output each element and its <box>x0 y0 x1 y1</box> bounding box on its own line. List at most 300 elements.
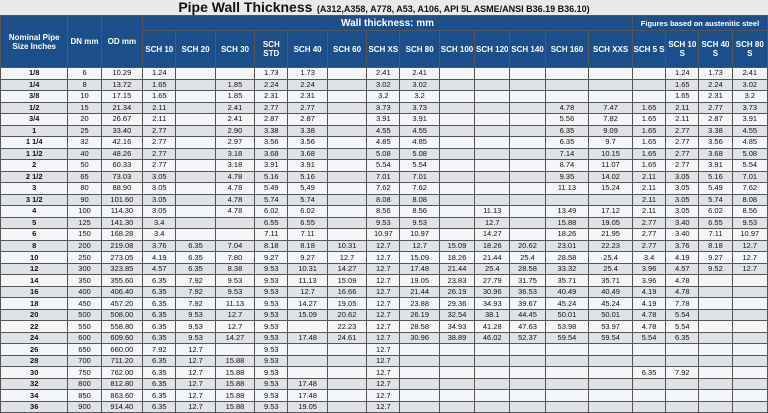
cell-thickness: 12.7 <box>475 217 510 229</box>
cell-thickness: 3.4 <box>143 229 176 241</box>
cell-thickness <box>176 114 215 126</box>
cell-dn: 550 <box>68 321 101 333</box>
cell-thickness: 22.23 <box>589 240 633 252</box>
cell-nps: 12 <box>1 263 68 275</box>
cell-thickness: 3.18 <box>215 160 254 172</box>
cell-thickness: 8.56 <box>400 206 439 218</box>
cell-thickness <box>632 401 665 413</box>
cell-thickness: 12.7 <box>367 240 400 252</box>
cell-thickness <box>699 355 732 367</box>
cell-thickness <box>400 378 439 390</box>
cell-thickness: 7.82 <box>589 114 633 126</box>
cell-thickness: 5.54 <box>400 160 439 172</box>
cell-thickness: 28.58 <box>510 263 545 275</box>
cell-thickness: 2.77 <box>666 148 699 160</box>
cell-thickness: 23.83 <box>439 275 474 287</box>
cell-thickness: 4.78 <box>545 102 589 114</box>
cell-thickness: 3.02 <box>732 79 767 91</box>
cell-thickness <box>589 91 633 103</box>
cell-thickness: 14.02 <box>589 171 633 183</box>
cell-thickness: 9.53 <box>732 217 767 229</box>
cell-thickness: 12.7 <box>367 298 400 310</box>
cell-dn: 500 <box>68 309 101 321</box>
cell-thickness: 9.7 <box>589 137 633 149</box>
cell-thickness <box>699 275 732 287</box>
cell-dn: 650 <box>68 344 101 356</box>
table-row <box>1 91 768 103</box>
cell-thickness: 4.78 <box>215 183 254 195</box>
cell-thickness <box>510 355 545 367</box>
cell-thickness: 15.88 <box>215 367 254 379</box>
table-row <box>1 240 768 252</box>
cell-thickness: 3.68 <box>699 148 732 160</box>
cell-thickness: 2.24 <box>288 79 327 91</box>
table-row <box>1 344 768 356</box>
cell-thickness <box>288 367 327 379</box>
cell-thickness: 2.11 <box>632 171 665 183</box>
header-schedule: SCH XXS <box>589 31 633 68</box>
cell-thickness <box>439 206 474 218</box>
cell-thickness: 1.65 <box>143 79 176 91</box>
cell-thickness: 6.02 <box>288 206 327 218</box>
cell-thickness: 15.88 <box>215 355 254 367</box>
cell-nps: 20 <box>1 309 68 321</box>
cell-thickness <box>475 79 510 91</box>
cell-thickness <box>327 137 366 149</box>
cell-thickness: 12.7 <box>176 355 215 367</box>
cell-thickness: 9.27 <box>699 252 732 264</box>
cell-thickness <box>327 114 366 126</box>
header-schedule: SCH 120 <box>475 31 510 68</box>
cell-nps: 4 <box>1 206 68 218</box>
cell-thickness: 19.05 <box>288 401 327 413</box>
cell-thickness: 3.05 <box>666 183 699 195</box>
cell-thickness: 25.4 <box>589 252 633 264</box>
cell-thickness: 5.54 <box>666 321 699 333</box>
cell-thickness <box>176 125 215 137</box>
cell-thickness: 32.54 <box>439 309 474 321</box>
cell-thickness <box>732 355 767 367</box>
cell-thickness: 2.77 <box>632 217 665 229</box>
cell-thickness: 3.40 <box>666 229 699 241</box>
cell-thickness: 12.7 <box>367 378 400 390</box>
cell-nps: 1 1/4 <box>1 137 68 149</box>
cell-nps: 1/4 <box>1 79 68 91</box>
cell-dn: 125 <box>68 217 101 229</box>
cell-thickness: 12.7 <box>327 252 366 264</box>
cell-thickness: 6.35 <box>143 298 176 310</box>
cell-thickness: 7.11 <box>255 229 288 241</box>
cell-thickness: 3.05 <box>143 194 176 206</box>
cell-thickness: 12.7 <box>367 344 400 356</box>
cell-dn: 350 <box>68 275 101 287</box>
cell-thickness: 5.16 <box>255 171 288 183</box>
cell-thickness: 2.87 <box>255 114 288 126</box>
cell-dn: 90 <box>68 194 101 206</box>
cell-thickness <box>439 68 474 80</box>
table-row <box>1 378 768 390</box>
cell-thickness: 28.58 <box>400 321 439 333</box>
header-schedule: SCH 80 S <box>732 31 767 68</box>
cell-nps: 22 <box>1 321 68 333</box>
cell-thickness: 2.11 <box>632 183 665 195</box>
cell-od: 914.40 <box>101 401 143 413</box>
cell-od: 60.33 <box>101 160 143 172</box>
cell-thickness <box>510 137 545 149</box>
cell-thickness <box>176 102 215 114</box>
cell-thickness: 6.35 <box>143 275 176 287</box>
cell-thickness <box>632 91 665 103</box>
cell-dn: 250 <box>68 252 101 264</box>
cell-od: 660.00 <box>101 344 143 356</box>
cell-thickness: 1.24 <box>666 68 699 80</box>
cell-thickness: 2.87 <box>699 114 732 126</box>
cell-thickness: 12.7 <box>176 401 215 413</box>
cell-thickness <box>632 378 665 390</box>
cell-od: 33.40 <box>101 125 143 137</box>
cell-thickness: 3.4 <box>632 252 665 264</box>
cell-thickness: 9.53 <box>255 390 288 402</box>
cell-thickness: 25.4 <box>475 263 510 275</box>
cell-thickness: 3.05 <box>666 171 699 183</box>
cell-dn: 20 <box>68 114 101 126</box>
header-schedule: SCH 60 <box>327 31 366 68</box>
cell-thickness: 9.53 <box>215 275 254 287</box>
cell-thickness: 18.26 <box>475 240 510 252</box>
cell-thickness: 35.71 <box>589 275 633 287</box>
cell-thickness: 14.27 <box>288 298 327 310</box>
cell-thickness: 4.85 <box>367 137 400 149</box>
cell-thickness: 12.7 <box>215 321 254 333</box>
cell-thickness <box>475 160 510 172</box>
cell-thickness: 9.53 <box>255 378 288 390</box>
cell-thickness <box>589 344 633 356</box>
cell-thickness: 2.77 <box>255 102 288 114</box>
cell-thickness: 7.92 <box>666 367 699 379</box>
cell-thickness: 11.07 <box>589 160 633 172</box>
cell-thickness: 2.77 <box>143 160 176 172</box>
cell-thickness <box>475 355 510 367</box>
cell-thickness: 2.77 <box>699 102 732 114</box>
cell-thickness: 17.12 <box>589 206 633 218</box>
cell-thickness: 7.14 <box>545 148 589 160</box>
cell-od: 48.26 <box>101 148 143 160</box>
header-schedule: SCH 100 <box>439 31 474 68</box>
cell-thickness: 4.19 <box>632 286 665 298</box>
cell-thickness: 12.7 <box>367 252 400 264</box>
cell-thickness <box>545 355 589 367</box>
cell-nps: 3 1/2 <box>1 194 68 206</box>
cell-thickness: 38.89 <box>439 332 474 344</box>
cell-thickness: 2.11 <box>143 114 176 126</box>
cell-nps: 3/8 <box>1 91 68 103</box>
cell-thickness: 6.35 <box>143 355 176 367</box>
cell-nps: 5 <box>1 217 68 229</box>
cell-thickness <box>327 171 366 183</box>
cell-thickness: 6.55 <box>699 217 732 229</box>
cell-thickness: 10.97 <box>400 229 439 241</box>
cell-thickness <box>400 401 439 413</box>
cell-thickness: 6.35 <box>666 332 699 344</box>
header-nominal-pipe-size: Nominal Pipe Size Inches <box>1 16 68 68</box>
cell-dn: 400 <box>68 286 101 298</box>
cell-thickness <box>510 114 545 126</box>
cell-thickness: 12.7 <box>367 286 400 298</box>
cell-thickness <box>632 390 665 402</box>
cell-thickness: 6.55 <box>255 217 288 229</box>
table-row <box>1 275 768 287</box>
cell-thickness: 2.41 <box>215 102 254 114</box>
header-schedule: SCH 5 S <box>632 31 665 68</box>
cell-thickness: 5.74 <box>255 194 288 206</box>
cell-thickness <box>439 217 474 229</box>
cell-thickness: 4.78 <box>666 286 699 298</box>
cell-thickness <box>666 390 699 402</box>
cell-thickness: 15.88 <box>215 401 254 413</box>
cell-thickness <box>327 378 366 390</box>
cell-thickness: 2.31 <box>288 91 327 103</box>
cell-thickness: 7.62 <box>732 183 767 195</box>
cell-thickness: 7.04 <box>215 240 254 252</box>
cell-thickness: 12.7 <box>367 332 400 344</box>
cell-thickness <box>699 401 732 413</box>
cell-thickness <box>666 401 699 413</box>
cell-thickness: 15.09 <box>327 275 366 287</box>
cell-thickness <box>545 194 589 206</box>
title-main: Pipe Wall Thickness <box>178 0 313 15</box>
cell-thickness <box>439 148 474 160</box>
cell-thickness: 15.09 <box>439 240 474 252</box>
cell-thickness: 12.7 <box>367 390 400 402</box>
cell-thickness: 8.08 <box>367 194 400 206</box>
cell-thickness: 15.09 <box>400 252 439 264</box>
cell-thickness: 9.53 <box>255 355 288 367</box>
cell-thickness: 6.35 <box>176 263 215 275</box>
cell-nps: 36 <box>1 401 68 413</box>
page-title <box>0 0 768 15</box>
table-row <box>1 252 768 264</box>
cell-thickness <box>215 217 254 229</box>
cell-thickness: 2.31 <box>699 91 732 103</box>
cell-dn: 32 <box>68 137 101 149</box>
cell-thickness <box>327 206 366 218</box>
cell-thickness: 9.53 <box>255 275 288 287</box>
cell-od: 13.72 <box>101 79 143 91</box>
cell-thickness: 2.97 <box>215 137 254 149</box>
cell-thickness <box>510 148 545 160</box>
cell-thickness <box>475 378 510 390</box>
cell-thickness: 3.91 <box>732 114 767 126</box>
cell-thickness <box>475 102 510 114</box>
cell-thickness: 39.67 <box>510 298 545 310</box>
cell-thickness: 2.11 <box>666 102 699 114</box>
cell-thickness: 2.41 <box>732 68 767 80</box>
cell-thickness: 5.16 <box>288 171 327 183</box>
cell-od: 323.85 <box>101 263 143 275</box>
cell-thickness <box>327 125 366 137</box>
cell-thickness <box>327 91 366 103</box>
cell-thickness <box>327 344 366 356</box>
table-row <box>1 206 768 218</box>
cell-nps: 1/2 <box>1 102 68 114</box>
cell-thickness <box>589 79 633 91</box>
cell-thickness <box>589 194 633 206</box>
cell-thickness: 5.74 <box>288 194 327 206</box>
cell-thickness <box>327 79 366 91</box>
cell-dn: 100 <box>68 206 101 218</box>
cell-thickness: 53.98 <box>545 321 589 333</box>
cell-thickness <box>699 286 732 298</box>
table-row <box>1 194 768 206</box>
cell-thickness: 4.55 <box>400 125 439 137</box>
cell-thickness: 41.28 <box>475 321 510 333</box>
cell-thickness <box>732 401 767 413</box>
cell-thickness: 59.54 <box>589 332 633 344</box>
cell-thickness: 3.05 <box>143 206 176 218</box>
cell-thickness: 3.56 <box>288 137 327 149</box>
table-row <box>1 160 768 172</box>
cell-thickness: 2.77 <box>288 102 327 114</box>
cell-thickness <box>510 68 545 80</box>
header-schedule: SCH 80 <box>400 31 439 68</box>
table-row <box>1 217 768 229</box>
cell-thickness: 5.08 <box>400 148 439 160</box>
cell-thickness: 1.65 <box>632 102 665 114</box>
cell-thickness: 1.65 <box>632 148 665 160</box>
cell-thickness <box>545 378 589 390</box>
cell-thickness: 3.56 <box>255 137 288 149</box>
cell-dn: 65 <box>68 171 101 183</box>
cell-thickness: 40.49 <box>545 286 589 298</box>
cell-thickness: 8.18 <box>288 240 327 252</box>
table-row <box>1 137 768 149</box>
header-schedule: SCH XS <box>367 31 400 68</box>
cell-thickness: 7.92 <box>176 286 215 298</box>
cell-thickness: 2.24 <box>255 79 288 91</box>
cell-thickness: 30.96 <box>400 332 439 344</box>
cell-thickness <box>545 79 589 91</box>
cell-thickness <box>632 79 665 91</box>
cell-thickness <box>510 229 545 241</box>
cell-thickness: 8.18 <box>699 240 732 252</box>
cell-thickness <box>475 183 510 195</box>
cell-thickness: 17.48 <box>288 390 327 402</box>
cell-thickness: 21.95 <box>589 229 633 241</box>
cell-thickness: 6.35 <box>176 252 215 264</box>
cell-thickness: 3.38 <box>288 125 327 137</box>
cell-nps: 8 <box>1 240 68 252</box>
cell-thickness: 6.35 <box>143 390 176 402</box>
cell-nps: 10 <box>1 252 68 264</box>
cell-od: 219.08 <box>101 240 143 252</box>
cell-thickness: 2.24 <box>699 79 732 91</box>
cell-thickness <box>732 286 767 298</box>
cell-thickness: 40.49 <box>589 286 633 298</box>
cell-thickness: 3.56 <box>699 137 732 149</box>
cell-od: 101.60 <box>101 194 143 206</box>
cell-thickness <box>475 194 510 206</box>
cell-thickness: 6.35 <box>176 240 215 252</box>
header-schedule: SCH 30 <box>215 31 254 68</box>
cell-thickness: 12.7 <box>176 378 215 390</box>
cell-thickness: 1.65 <box>632 137 665 149</box>
cell-thickness: 15.24 <box>589 183 633 195</box>
cell-thickness: 1.85 <box>215 79 254 91</box>
cell-thickness: 15.88 <box>545 217 589 229</box>
cell-thickness: 7.78 <box>666 298 699 310</box>
cell-thickness <box>400 355 439 367</box>
cell-thickness <box>589 367 633 379</box>
cell-thickness: 12.7 <box>367 321 400 333</box>
cell-thickness: 14.27 <box>475 229 510 241</box>
cell-thickness: 5.54 <box>632 332 665 344</box>
header-schedule: SCH 160 <box>545 31 589 68</box>
cell-thickness: 12.7 <box>732 240 767 252</box>
cell-thickness <box>439 114 474 126</box>
table-row <box>1 171 768 183</box>
cell-thickness <box>439 390 474 402</box>
cell-thickness <box>176 68 215 80</box>
cell-thickness: 20.62 <box>510 240 545 252</box>
cell-thickness: 4.19 <box>632 298 665 310</box>
cell-nps: 28 <box>1 355 68 367</box>
cell-thickness: 8.08 <box>400 194 439 206</box>
cell-dn: 25 <box>68 125 101 137</box>
cell-thickness <box>439 79 474 91</box>
cell-thickness: 8.08 <box>732 194 767 206</box>
cell-dn: 200 <box>68 240 101 252</box>
cell-thickness: 1.65 <box>666 79 699 91</box>
cell-thickness: 46.02 <box>475 332 510 344</box>
cell-thickness: 22.23 <box>327 321 366 333</box>
cell-thickness: 3.02 <box>400 79 439 91</box>
table-row <box>1 401 768 413</box>
cell-thickness: 26.19 <box>439 286 474 298</box>
cell-thickness: 6.35 <box>143 332 176 344</box>
cell-thickness: 12.7 <box>400 240 439 252</box>
cell-thickness: 3.05 <box>143 183 176 195</box>
cell-thickness: 1.73 <box>255 68 288 80</box>
cell-thickness <box>732 309 767 321</box>
cell-thickness <box>288 355 327 367</box>
cell-thickness: 10.31 <box>288 263 327 275</box>
cell-thickness <box>439 91 474 103</box>
cell-thickness: 9.53 <box>255 401 288 413</box>
cell-thickness <box>510 390 545 402</box>
cell-thickness: 2.11 <box>632 206 665 218</box>
cell-thickness: 5.08 <box>367 148 400 160</box>
cell-thickness <box>327 160 366 172</box>
cell-thickness: 9.53 <box>255 298 288 310</box>
cell-thickness <box>475 390 510 402</box>
cell-thickness: 34.93 <box>439 321 474 333</box>
cell-thickness <box>439 125 474 137</box>
cell-thickness <box>400 367 439 379</box>
cell-thickness: 59.54 <box>545 332 589 344</box>
cell-thickness <box>510 401 545 413</box>
cell-thickness: 7.11 <box>699 229 732 241</box>
cell-thickness: 7.47 <box>589 102 633 114</box>
cell-thickness: 8.18 <box>255 240 288 252</box>
cell-thickness: 6.02 <box>255 206 288 218</box>
title-standards: (A312,A358, A778, A53, A106, API 5L ASME/ANSI B36.19 B36.10) <box>316 4 590 14</box>
cell-thickness <box>510 91 545 103</box>
cell-thickness <box>510 79 545 91</box>
cell-thickness: 3.68 <box>255 148 288 160</box>
cell-thickness: 3.38 <box>699 125 732 137</box>
cell-thickness: 3.2 <box>732 91 767 103</box>
cell-thickness: 12.7 <box>367 401 400 413</box>
